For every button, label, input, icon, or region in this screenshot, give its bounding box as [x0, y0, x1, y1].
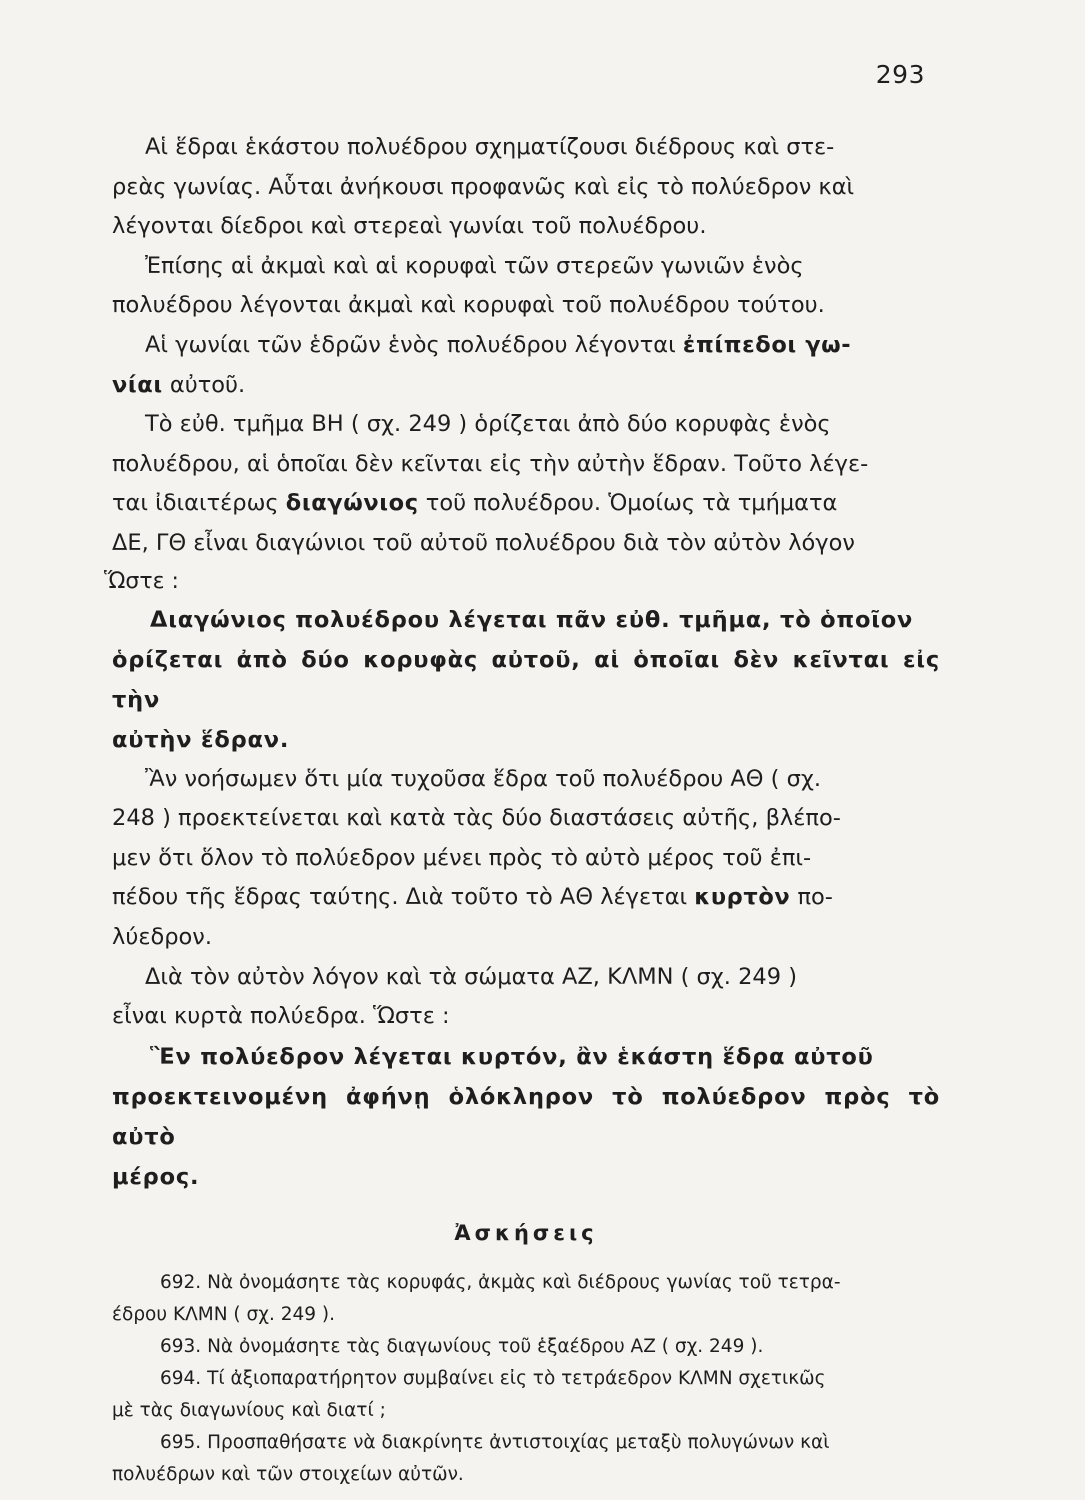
text-line: έδρου ΚΛΜΝ ( σχ. 249 ). — [112, 1303, 335, 1325]
exercises-heading: Ἀσκήσεις — [454, 1220, 598, 1245]
text-line: Αἱ ἕδραι ἑκάστου πολυέδρου σχηματίζουσι διέδρους καὶ στε- — [145, 134, 835, 160]
text-line: πολυέδρων καὶ τῶν στοιχείων αὐτῶν. — [112, 1463, 464, 1485]
text-line: ὁρίζεται ἀπὸ δύο κορυφὰς αὐτοῦ, αἱ ὁποῖαι δὲν κεῖνται εἰς τὴν — [112, 646, 940, 713]
text-line: 692. Νὰ ὀνομάσητε τὰς κορυφάς, ἀκμὰς καὶ διέδρους γωνίας τοῦ τετρα- — [160, 1271, 841, 1293]
paragraph-faces — [112, 128, 940, 247]
text-line: πολυέδρου, αἱ ὁποῖαι δὲν κεῖνται εἰς τὴν αὐτὴν ἕδραν. Τοῦτο λέγε- — [112, 450, 869, 477]
exercise-item — [112, 1427, 940, 1491]
text-line: πολυέδρου λέγονται ἀκμαὶ καὶ κορυφαὶ τοῦ πολυέδρου τούτου. — [112, 292, 825, 319]
page-number: 293 — [875, 60, 925, 89]
text-line: 695. Προσπαθήσατε νὰ διακρίνητε ἀντιστοιχίας μεταξὺ πολυγώνων καὶ — [160, 1431, 830, 1453]
text-line: 694. Τί ἀξιοπαρατήρητον συμβαίνει εἰς τὸ τετράεδρον ΚΛΜΝ σχετικῶς — [160, 1367, 826, 1389]
exercises-list — [112, 1267, 940, 1491]
text-fragment: αὐτοῦ. — [162, 371, 246, 398]
exercise-item — [112, 1267, 940, 1331]
text-fragment: πο- — [790, 884, 833, 911]
text-line: Τὸ εὐθ. τμῆμα ΒΗ ( σχ. 249 ) ὁρίζεται ἀπὸ δύο κορυφὰς ἑνὸς — [145, 411, 831, 438]
definition-diagonal — [112, 600, 940, 760]
definition-convex — [112, 1037, 940, 1197]
bold-term: νίαι — [112, 371, 163, 398]
text-line: Ἂν νοήσωμεν ὅτι μία τυχοῦσα ἕδρα τοῦ πολυέδρου ΑΘ ( σχ. — [145, 765, 821, 792]
page-body — [104, 128, 940, 1491]
text-line: Ἐπίσης αἱ ἀκμαὶ καὶ αἱ κορυφαὶ τῶν στερεῶν γωνιῶν ἑνὸς — [145, 252, 804, 279]
text-line: προεκτεινομένη ἀφήνῃ ὁλόκληρον τὸ πολύεδρον πρὸς τὸ αὐτὸ — [112, 1083, 940, 1150]
text-line: Ἓν πολύεδρον λέγεται κυρτόν, ἂν ἑκάστη ἕδρα αὐτοῦ — [150, 1043, 874, 1070]
text-line: λέγονται δίεδροι καὶ στερεαὶ γωνίαι τοῦ πολυέδρου. — [112, 213, 707, 240]
so-label: Ὥστε : — [104, 568, 179, 594]
text-line: εἶναι κυρτὰ πολύεδρα. Ὥστε : — [112, 1003, 450, 1030]
text-line: ρεὰς γωνίας. Αὗται ἀνήκουσι προφανῶς καὶ εἰς τὸ πολύεδρον καὶ — [112, 173, 855, 200]
exercise-item — [112, 1363, 940, 1427]
text-fragment: Αἱ γωνίαι τῶν ἑδρῶν ἑνὸς πολυέδρου λέγονται — [145, 331, 683, 358]
text-fragment: ται ἰδιαιτέρως — [112, 490, 286, 517]
paragraph-plane-angles — [112, 326, 940, 405]
text-line: 248 ) προεκτείνεται καὶ κατὰ τὰς δύο διαστάσεις αὐτῆς, βλέπο- — [112, 805, 841, 832]
paragraph-diagonal — [112, 405, 940, 563]
text-line: αὐτὴν ἕδραν. — [112, 726, 290, 753]
text-line: Διαγώνιος πολυέδρου λέγεται πᾶν εὐθ. τμῆμα, τὸ ὁποῖον — [150, 606, 914, 633]
text-line: 693. Νὰ ὀνομάσητε τὰς διαγωνίους τοῦ ἑξαέδρου ΑΖ ( σχ. 249 ). — [160, 1335, 764, 1357]
bold-term: ἐπίπεδοι γω- — [682, 331, 852, 358]
text-line: Διὰ τὸν αὐτὸν λόγον καὶ τὰ σώματα ΑΖ, ΚΛΜΝ ( σχ. 249 ) — [145, 963, 797, 990]
text-line: μὲ τὰς διαγωνίους καὶ διατί ; — [112, 1399, 386, 1421]
text-line: λύεδρον. — [112, 923, 213, 950]
text-fragment: τοῦ πολυέδρου. Ὁμοίως τὰ τμήματα — [418, 490, 838, 517]
bold-term: κυρτὸν — [694, 884, 791, 911]
text-line — [79, 366, 940, 406]
text-line: μέρος. — [112, 1163, 200, 1190]
paragraph-convex-bodies — [112, 958, 940, 1037]
paragraph-convex — [112, 760, 940, 958]
text-line — [79, 484, 940, 524]
text-line — [79, 878, 940, 918]
text-line — [112, 326, 940, 366]
text-fragment: πέδου τῆς ἕδρας ταύτης. Διὰ τοῦτο τὸ ΑΘ λέγεται — [112, 884, 695, 911]
paragraph-edges-vertices — [112, 247, 940, 326]
bold-term: διαγώνιος — [285, 490, 419, 517]
text-line: ΔΕ, ΓΘ εἶναι διαγώνιοι τοῦ αὐτοῦ πολυέδρου διὰ τὸν αὐτὸν λόγον — [112, 529, 855, 556]
exercise-item — [112, 1331, 940, 1363]
text-line: μεν ὅτι ὅλον τὸ πολύεδρον μένει πρὸς τὸ αὐτὸ μέρος τοῦ ἐπι- — [112, 844, 812, 871]
